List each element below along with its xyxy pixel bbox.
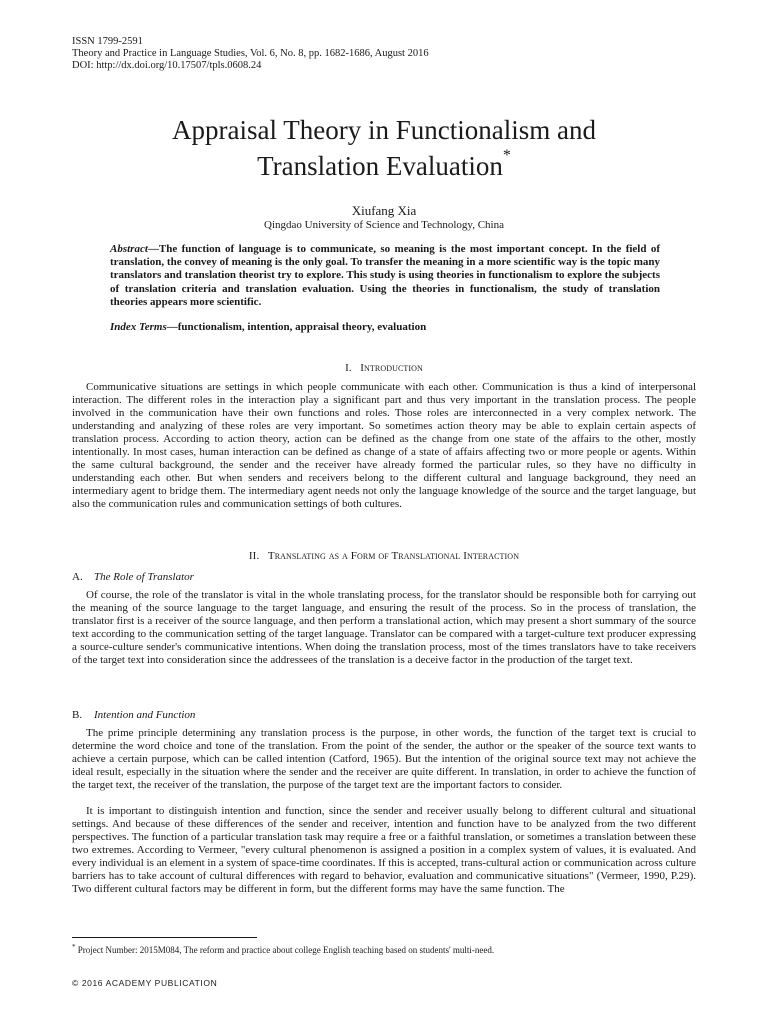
index-terms	[110, 321, 660, 334]
footnote	[72, 942, 494, 956]
footnote-text: Project Number: 2015M084, The reform and practice about college English teaching based on students' multi-need.	[75, 945, 495, 955]
section-number: II.	[248, 550, 260, 562]
doi-link[interactable]: DOI: http://dx.doi.org/10.17507/tpls.0608.24	[72, 60, 262, 71]
footnote-divider	[72, 937, 257, 938]
copyright-footer: © 2016 ACADEMY PUBLICATION	[72, 978, 218, 988]
paper-page	[72, 0, 696, 1024]
journal-citation: Theory and Practice in Language Studies, Vol. 6, No. 8, pp. 1682-1686, August 2016	[72, 48, 429, 59]
subsection-number: B.	[72, 709, 83, 721]
paragraph-introduction: Communicative situations are settings in which people communicate with each other. Communication is thus a kind of interpersonal interaction. The different roles in the interaction play a significant part and thus very important in the translation process. The people involved in the communication have their own functions and roles. Those roles are interconnected in a very complex network. The understanding and analyzing of these roles are very important. So sometimes action theory may be able to explain certain aspects of translation process. According to action theory, action can be defined as the change from one state of the affairs to the other, mostly intentionally. In most cases, human interaction can be defined as change of a state of affairs affecting two or more people or agents. Within the same cultural background, the sender and the receiver have already formed the particular rules, so they have no difficulty in understanding each other. But when senders and receivers belong to the different cultural and language background, they need an intermediary agent to bridge them. The intermediary agent needs not only the language knowledge of the source and the target language, but also the communication rules and communication settings of both cultures.	[72, 381, 696, 510]
issn: ISSN 1799-2591	[72, 36, 143, 47]
subsection-title: The Role of Translator	[94, 571, 194, 583]
title-line-2: Translation Evaluation	[257, 151, 503, 181]
paragraph-intention-function-2: It is important to distinguish intention and function, since the sender and receiver usually belong to different cultural and situational settings. And because of these differences of the sender and receiver, intention and function have to be analyzed from the two different perspectives. The function of a particular translation task may require a free or a faithful translation, or sometimes a translation between these two extremes. According to Vermeer, "every cultural phenomenon is assigned a position in a complex system of values, it is evaluated. And every individual is an element in a system of space-time coordinates. If this is accepted, trans-cultural action or communication across culture barriers has to take account of cultural differences with regard to behavior, evaluation and communicative situations" (Vermeer, 1990, P.29). Two different cultural factors may be different in form, but the different forms may have the same function. The	[72, 805, 696, 895]
author-name: Xiufang Xia	[351, 203, 417, 218]
paragraph-intention-function-1: The prime principle determining any translation process is the purpose, in other words, the function of the target text is crucial to determine the word choice and tone of the translation. From the point of the sender, the author or the speaker of the source text wants to achieve a certain purpose, which can be called intention (Catford, 1965). But the intention of the original source text may not achieve the ideal result, especially in the situation where the sender and the receiver are quite different. In translation, in order to achieve the function of the target text, the receiver of the translation, the purpose of the target text are the important factors to consider.	[72, 727, 696, 791]
title-footnote-marker: *	[502, 147, 511, 164]
section-title: Introduction	[360, 362, 423, 374]
section-title: Translating as a Form of Translational Interaction	[267, 550, 520, 562]
section-heading-introduction	[72, 362, 696, 374]
abstract-label: Abstract	[110, 243, 148, 255]
subsection-title: Intention and Function	[94, 709, 196, 721]
subsection-heading-intention-function	[72, 709, 195, 721]
section-heading-translating	[72, 550, 696, 562]
abstract	[110, 243, 660, 309]
paper-title	[72, 112, 696, 184]
subsection-heading-role-of-translator	[72, 571, 194, 583]
author-affiliation: Qingdao University of Science and Technology, China	[264, 219, 504, 231]
abstract-text: —The function of language is to communicate, so meaning is the most important concept. In the field of translation, the convey of meaning is the only goal. To transfer the meaning in a more scientific way is the topic many translators and translation theorist try to explore. This study is using theories in functionalism to explore the subjects of translation criteria and translation evaluation. Using the theories in functionalism, the study of translation theories appears more scientific.	[110, 243, 660, 308]
title-line-1: Appraisal Theory in Functionalism and	[172, 115, 596, 145]
footnote-marker: *	[72, 943, 76, 951]
journal-header	[72, 36, 429, 72]
section-number: I.	[345, 362, 352, 374]
paragraph-role-of-translator: Of course, the role of the translator is vital in the whole translating process, for the translator should be responsible both for carrying out the meaning of the source language to the target language, and ensuring the result of the process. So in the process of translation, the translator first is a receiver of the source language, and then perform a translational action, which may present a short summary of the source text according to the communication setting of the target language. Translator can be compared with a target-culture text producer expressing a source-culture sender's communicative intentions. When doing the translation process, most of the times translators have to take receivers of the target text into consideration since the addressees of the translation is a deceive factor in the production of the target text.	[72, 589, 696, 666]
subsection-number: A.	[72, 571, 83, 583]
index-terms-label: Index Terms	[110, 321, 167, 333]
index-terms-text: —functionalism, intention, appraisal theory, evaluation	[166, 321, 427, 333]
